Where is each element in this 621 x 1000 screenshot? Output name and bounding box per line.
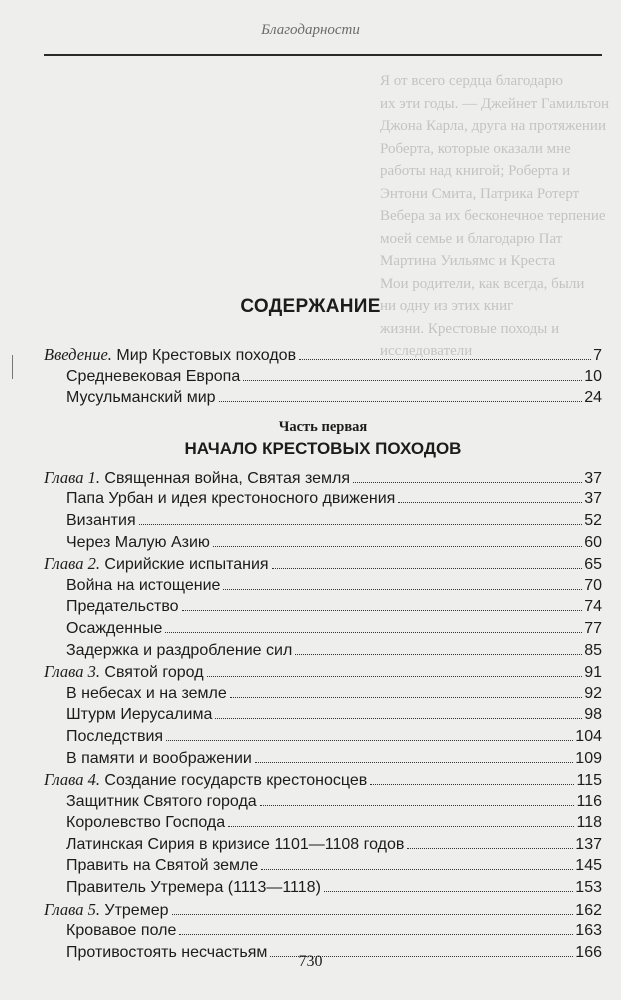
bleed-through-text <box>380 70 610 363</box>
dot-leader <box>353 482 582 483</box>
toc-entry-label: В памяти и воображении <box>66 749 252 767</box>
toc-page-number: 7 <box>593 347 602 364</box>
dot-leader <box>179 934 573 935</box>
toc-section-entry <box>44 791 602 813</box>
toc-page-number: 115 <box>576 772 602 790</box>
dot-leader <box>295 654 582 655</box>
toc-section-entry <box>44 575 602 597</box>
bleed-line: работы над книгой; Роберта и <box>380 163 571 179</box>
toc-page-number: 65 <box>584 556 602 574</box>
bleed-line: Энтони Смита, Патрика Ротерт <box>380 185 580 202</box>
toc-page-number: 37 <box>584 490 602 508</box>
toc-entry-label: Папа Урбан и идея крестоносного движения <box>66 490 396 508</box>
toc-page-number: 10 <box>584 367 602 385</box>
toc-page-number: 74 <box>584 598 602 616</box>
dot-leader <box>260 805 575 806</box>
dot-leader <box>219 401 583 402</box>
dot-leader <box>272 568 583 569</box>
bleed-line: ни одну из этих книг <box>380 298 514 314</box>
toc-entry-label: Через Малую Азию <box>66 533 210 551</box>
dot-leader <box>165 632 582 633</box>
toc-section-entry <box>44 510 602 532</box>
intro-section <box>44 344 602 409</box>
toc-page-number: 92 <box>584 684 602 702</box>
toc-entry-label: Латинская Сирия в кризисе 1101—1108 годов <box>66 835 405 853</box>
toc-entry-label: Задержка и раздробление сил <box>66 641 293 659</box>
toc-section-entry <box>44 640 602 662</box>
toc-section-entry <box>44 683 602 705</box>
toc-section-entry <box>44 618 602 640</box>
toc-chapter-entry <box>44 344 602 366</box>
toc-entry-label: Введение. Мир Крестовых походов <box>44 345 297 364</box>
toc-page-number: 37 <box>584 469 602 487</box>
part-title: НАЧАЛО КРЕСТОВЫХ ПОХОДОВ <box>184 438 462 458</box>
toc-page-number: 91 <box>584 664 602 682</box>
toc-entry-label: Глава 2. Сирийские испытания <box>44 554 269 574</box>
toc-page-number: 77 <box>584 619 602 637</box>
bleed-line: их эти годы. — Джейнет Гамильтон <box>380 95 610 112</box>
toc-chapter-entry <box>44 661 602 683</box>
running-header: Благодарности <box>261 22 360 38</box>
toc-page-number: 85 <box>584 641 602 659</box>
toc-page-number: 116 <box>576 792 602 810</box>
dot-leader <box>215 718 582 719</box>
dot-leader <box>261 869 573 870</box>
toc-page-number: 162 <box>575 901 602 919</box>
toc-entry-label: Глава 5. Утремер <box>44 899 169 919</box>
dot-leader <box>213 546 582 547</box>
bleed-line: моей семье и благодарю Пат <box>380 230 563 247</box>
dot-leader <box>182 610 583 611</box>
toc-chapter-prefix: Глава 2. <box>44 554 100 574</box>
toc-chapter-entry <box>44 769 602 791</box>
toc-entry-label: Предательство <box>66 598 179 616</box>
toc-entry-label: В небесах и на земле <box>66 684 227 702</box>
dot-leader <box>228 826 574 827</box>
bleed-line: Джона Карла, друга на протяжении <box>380 118 606 134</box>
toc-entry-label: Средневековая Европа <box>66 367 241 385</box>
margin-mark <box>12 355 19 379</box>
dot-leader <box>255 762 573 763</box>
toc-entry-label: Византия <box>66 511 136 529</box>
toc-page-number: 163 <box>575 922 602 940</box>
toc-section-entry <box>44 596 602 618</box>
toc-entry-label: Последствия <box>66 727 164 745</box>
bleed-line: Мои родители, как всегда, были <box>380 275 585 292</box>
page-number: 730 <box>298 953 323 970</box>
toc-section-entry <box>44 748 602 770</box>
bleed-line: Мартина Уильямс и Креста <box>380 253 556 269</box>
toc-entry-label: Глава 4. Создание государств крестоносцев <box>44 770 368 790</box>
dot-leader <box>172 914 574 915</box>
toc-page-number: 137 <box>575 835 602 853</box>
toc-chapter-prefix: Глава 4. <box>44 770 100 790</box>
toc-chapter-prefix: Глава 1. <box>44 467 100 487</box>
toc-entry-label: Мусульманский мир <box>66 389 216 407</box>
dot-leader <box>207 676 583 677</box>
header-rule <box>44 54 602 56</box>
toc-entry-label: Глава 3. Святой город <box>44 662 204 682</box>
toc-title: СОДЕРЖАНИЕ <box>240 296 381 317</box>
dot-leader <box>299 359 591 360</box>
toc-entry-label: Защитник Святого города <box>66 792 257 810</box>
toc-entry-label: Глава 1. Священная война, Святая земля <box>44 467 351 487</box>
dot-leader <box>324 891 573 892</box>
toc-section-entry <box>44 855 602 877</box>
toc-entry-label: Война на истощение <box>66 576 221 594</box>
dot-leader <box>223 589 582 590</box>
toc-page-number: 153 <box>575 879 602 897</box>
toc-section-entry <box>44 704 602 726</box>
dot-leader <box>166 740 573 741</box>
toc-entry-label: Править на Святой земле <box>66 857 259 875</box>
toc-chapter-prefix: Введение. <box>44 345 112 364</box>
toc-entry-label: Правитель Утремера (1113—1118) <box>66 879 321 897</box>
toc-page-number: 60 <box>584 533 602 551</box>
toc-page-number: 52 <box>584 511 602 529</box>
toc-entry-label: Штурм Иерусалима <box>66 706 213 724</box>
toc-page-number: 166 <box>575 943 602 961</box>
toc-section-entry <box>44 834 602 856</box>
dot-leader <box>370 784 574 785</box>
toc-page-number: 118 <box>576 814 602 832</box>
toc-entry-label: Кровавое поле <box>66 922 177 940</box>
bleed-line: Я от всего сердца благодарю <box>380 73 563 89</box>
dot-leader <box>243 380 582 381</box>
dot-leader <box>139 524 583 525</box>
toc-section-entry <box>44 387 602 409</box>
chapters-section <box>44 467 602 964</box>
dot-leader <box>230 697 582 698</box>
toc-chapter-prefix: Глава 5. <box>44 899 100 919</box>
toc-chapter-entry <box>44 899 602 921</box>
table-of-contents <box>44 344 602 963</box>
toc-section-entry <box>44 726 602 748</box>
toc-entry-label: Королевство Господа <box>66 814 226 832</box>
toc-entry-label: Противостоять несчастьям <box>66 943 268 961</box>
dot-leader <box>398 502 582 503</box>
toc-page-number: 70 <box>584 576 602 594</box>
toc-section-entry <box>44 877 602 899</box>
toc-chapter-entry <box>44 467 602 489</box>
toc-page-number: 98 <box>584 706 602 724</box>
bleed-line: исследователи <box>380 343 473 359</box>
bleed-line: жизни. Крестовые походы и <box>380 320 560 337</box>
toc-page-number: 24 <box>584 389 602 407</box>
toc-section-entry <box>44 366 602 388</box>
part-label: Часть первая <box>278 418 368 435</box>
toc-section-entry <box>44 812 602 834</box>
toc-page-number: 104 <box>575 727 602 745</box>
toc-page-number: 109 <box>575 749 602 767</box>
dot-leader <box>407 848 573 849</box>
toc-section-entry <box>44 920 602 942</box>
bleed-line: Вебера за их бесконечное терпение <box>380 208 606 224</box>
toc-page-number: 145 <box>575 857 602 875</box>
bleed-line: Роберта, которые оказали мне <box>380 140 571 157</box>
toc-chapter-prefix: Глава 3. <box>44 662 100 682</box>
toc-section-entry <box>44 488 602 510</box>
toc-section-entry <box>44 532 602 554</box>
toc-chapter-entry <box>44 553 602 575</box>
toc-entry-label: Осажденные <box>66 619 163 637</box>
